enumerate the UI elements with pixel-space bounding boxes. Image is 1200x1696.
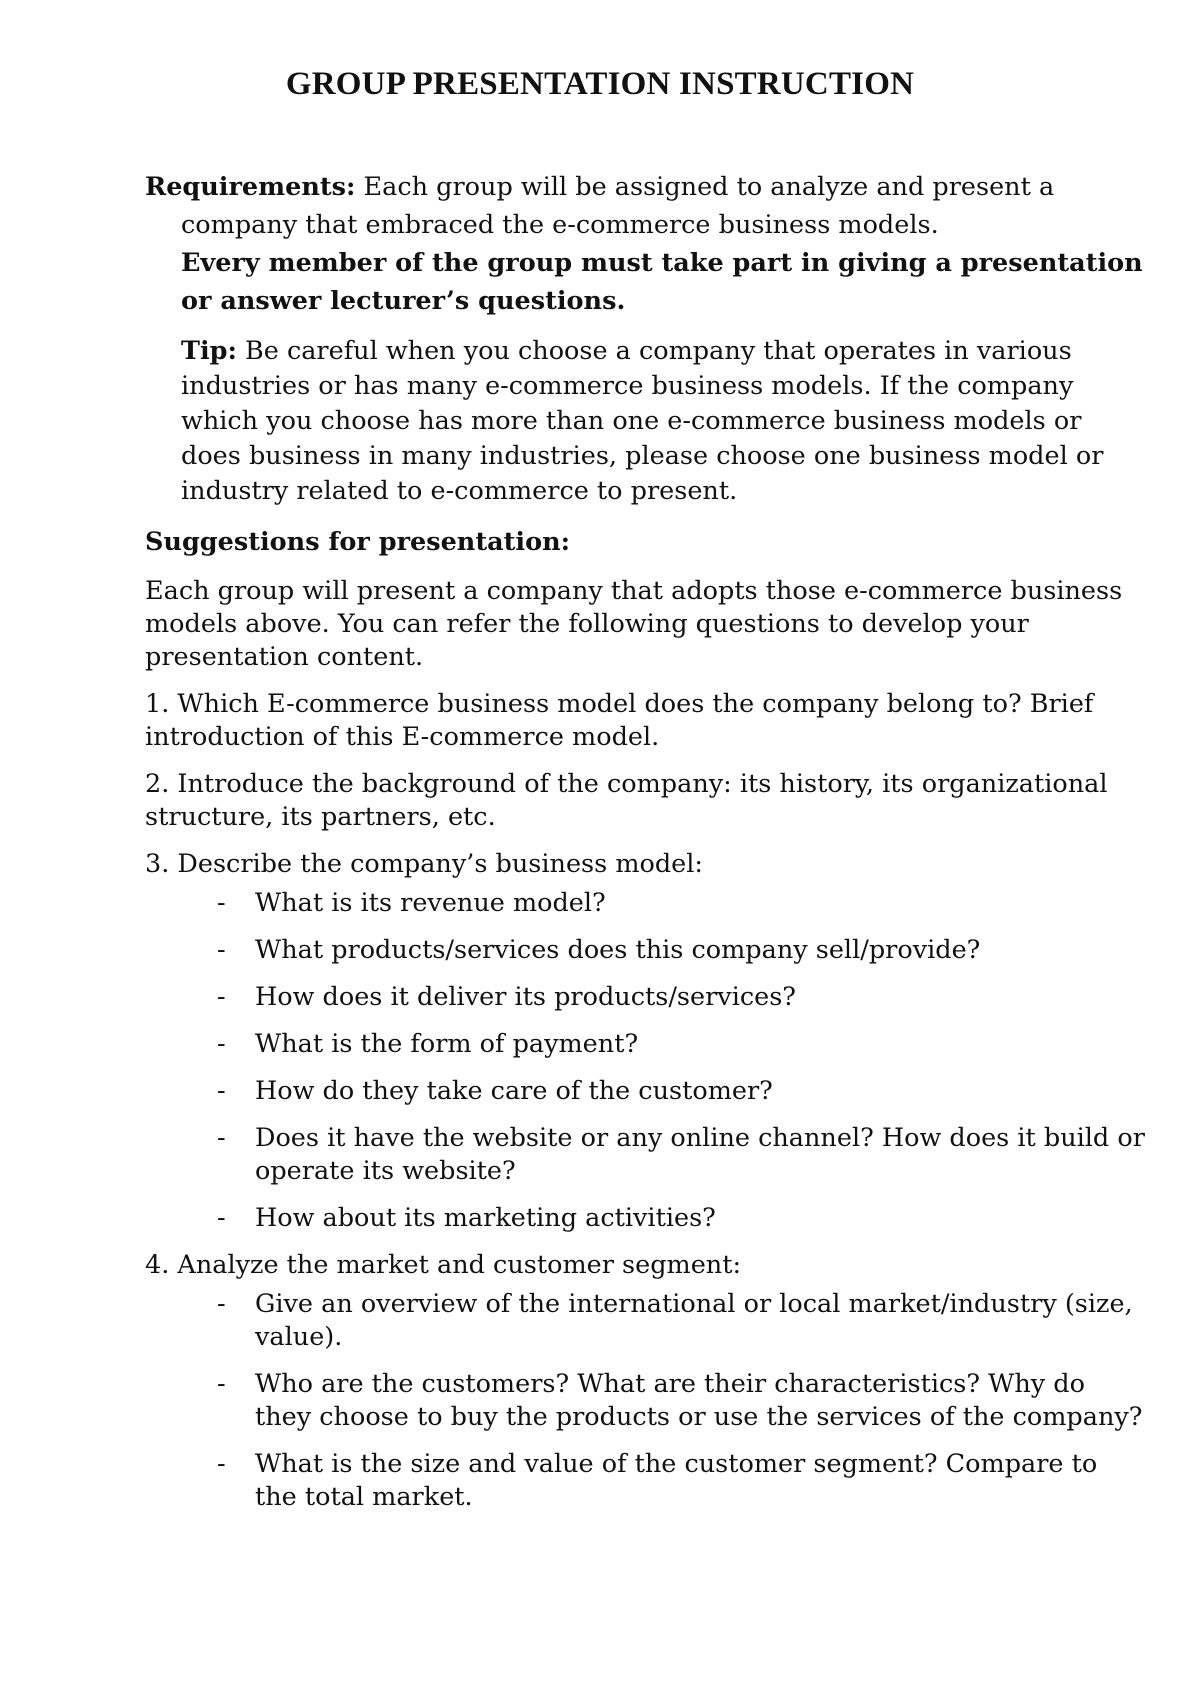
requirements-emphasis: Every member of the group must take part in giving a presentation or answer lecturer’s questions. [181,248,1143,316]
page-title: GROUP PRESENTATION INSTRUCTION [285,66,915,102]
dash-bullet: - [217,1029,226,1059]
list-item: - How does it deliver its products/services? [217,982,796,1012]
dash-bullet: - [217,888,226,918]
requirements-text: Each group will be assigned to analyze and present a company that embraced the e-commerce business models. [181,172,1055,240]
list-item: - How do they take care of the customer? [217,1076,773,1106]
tip-text: Be careful when you choose a company that operates in various industries or has many e-commerce business models. If the company which you choose has more than one e-commerce business models or does business in many industries, please choose one business model or industry related to e-commerce to present. [181,336,1104,506]
dash-bullet: - [217,1076,226,1106]
list-item: - What is the size and value of the customer segment? Compare to the total market. [217,1449,1098,1512]
list-item: - Who are the customers? What are their characteristics? Why do they choose to buy the products or use the services of the company? [217,1369,1143,1432]
dash-bullet: - [217,1289,226,1319]
list-item: - Give an overview of the international or local market/industry (size, value). [217,1289,1133,1352]
requirements-label: Requirements: [145,172,356,202]
list-item: - What is its revenue model? [217,888,606,918]
list-item: - How about its marketing activities? [217,1203,716,1233]
requirements-paragraph [145,168,1145,244]
question-3: 3. Describe the company’s business model: [145,849,704,879]
dash-bullet: - [217,982,226,1012]
suggestions-intro: Each group will present a company that adopts those e-commerce business models above. You can refer the following questions to develop your presentation content. [145,576,1123,672]
dash-bullet: - [217,935,226,965]
list-item: - Does it have the website or any online channel? How does it build or operate its website? [217,1123,1145,1186]
suggestions-heading: Suggestions for presentation: [145,527,571,557]
dash-bullet: - [217,1123,226,1153]
tip-paragraph [145,334,1145,509]
dash-bullet: - [217,1449,226,1479]
question-3-list [145,887,1145,1235]
dash-bullet: - [217,1203,226,1233]
question-4: 4. Analyze the market and customer segment: [145,1250,742,1280]
question-2: 2. Introduce the background of the company: its history, its organizational structure, its partners, etc. [145,769,1108,832]
dash-bullet: - [217,1369,226,1399]
question-1: 1. Which E-commerce business model does the company belong to? Brief introduction of this E-commerce model. [145,689,1094,752]
tip-label: Tip: [181,336,237,366]
document-body [145,168,1145,1528]
list-item: - What products/services does this company sell/provide? [217,935,981,965]
list-item: - What is the form of payment? [217,1029,639,1059]
question-4-list [145,1288,1145,1514]
